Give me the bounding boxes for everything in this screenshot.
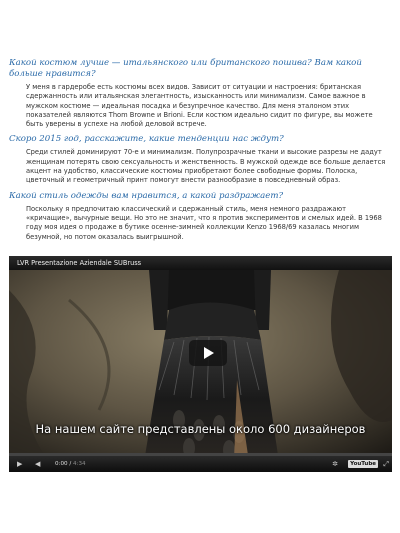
progress-bar[interactable] <box>9 453 392 456</box>
question-1: Какой костюм лучше — итальянского или британского пошива? Вам какой больше нравится? <box>9 58 362 79</box>
video-title-bar <box>9 256 392 270</box>
youtube-logo[interactable]: YouTube <box>350 461 376 467</box>
duration: 4:34 <box>73 461 86 467</box>
play-button[interactable] <box>189 340 227 366</box>
play-icon[interactable]: ▶ <box>17 460 23 468</box>
interview-article <box>9 58 392 247</box>
question-3: Какой стиль одежды вам нравится, а какой раздражает? <box>9 190 284 201</box>
time-display: 0:00 / 4:34 <box>55 461 86 467</box>
current-time: 0:00 <box>55 461 68 467</box>
player-controls <box>9 456 392 472</box>
video-title[interactable]: LVR Presentazione Aziendale SUBruss <box>17 259 142 267</box>
video-subtitle: На нашем сайте представлены около 600 дизайнеров <box>35 422 366 436</box>
volume-icon[interactable]: ◀ <box>35 460 41 468</box>
answer-1: У меня в гардеробе есть костюмы всех видов. Зависит от ситуации и настроения: британская сдержанность или итальянская элегантность, изысканность или минимализм. Самое важное в мужском костюме — идеальная посадка и безупречное качество. Для меня эталоном этих показателей являются Thom Browne и Brioni. Если костюм идеально сидит по фигуре, вы можете быть уверены в успехе на любой деловой встрече. <box>26 83 373 129</box>
question-2: Скоро 2015 год, расскажите, какие тенденции нас ждут? <box>9 134 284 145</box>
answer-3: Поскольку я предпочитаю классический и сдержанный стиль, меня немного раздражают «кричащие», вычурные вещи. Но это не значит, что я против экспериментов и смелых идей. В 1968 году моя идея о продаже в бутике осенне-зимней коллекции Kenzo 1968/69 казалась многим безумной, но потом оказалась выигрышной. <box>26 204 382 241</box>
video-player[interactable] <box>9 256 392 472</box>
settings-icon[interactable]: ✲ <box>332 460 338 468</box>
answer-2: Среди стилей доминируют 70-е и минимализм. Полупрозрачные ткани и высокие разрезы не дадут женщинам потерять свою сексуальность и женственность. В мужской одежде все больше делается акцент на удобство, классические костюмы приобретают более свободные формы. Полоска, цветочный и геометричный принт помогут внести разнообразие в повседневный образ. <box>26 148 386 185</box>
fullscreen-icon[interactable]: ⤢ <box>383 460 389 468</box>
